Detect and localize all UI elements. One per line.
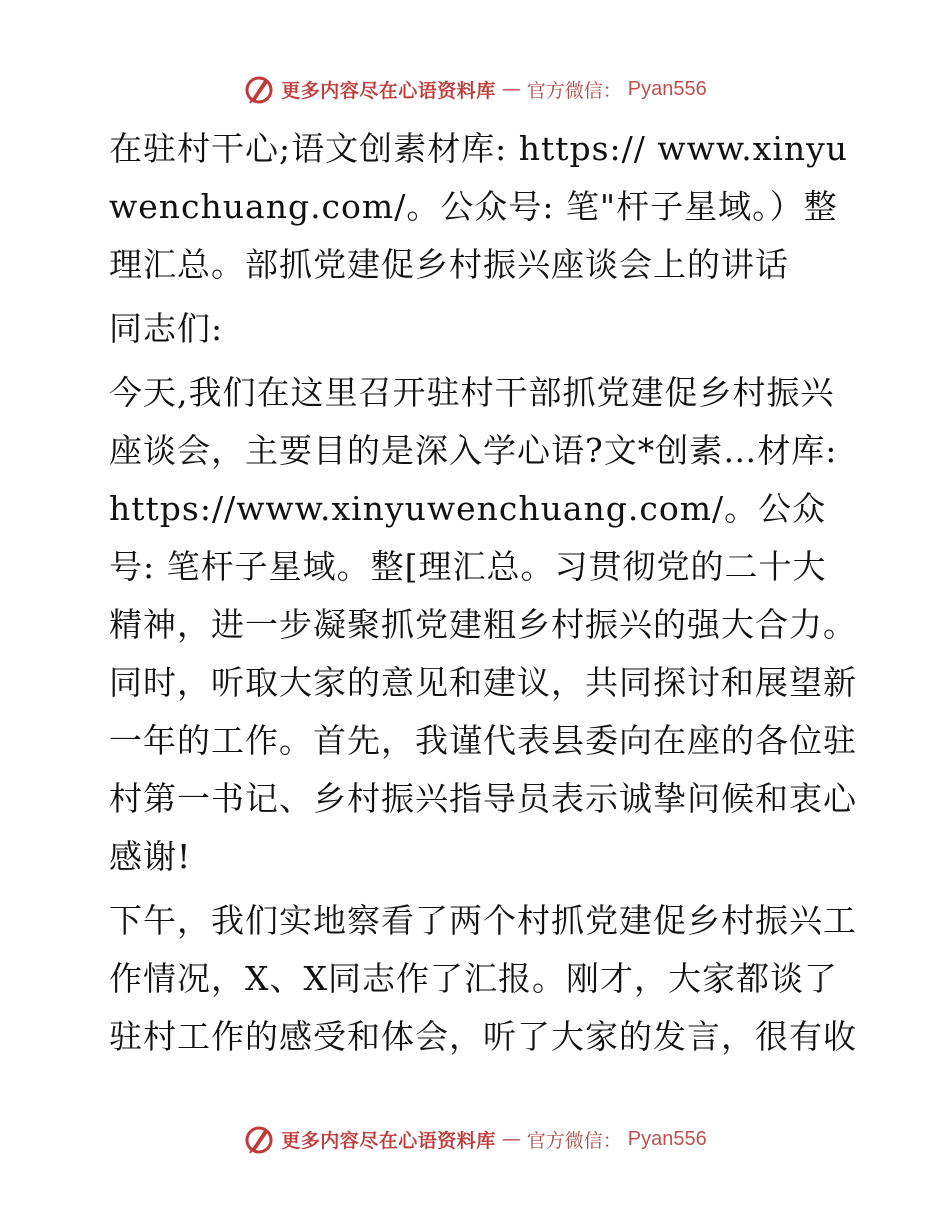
banner-wechat-label: 官方微信： xyxy=(526,1129,622,1152)
banner-separator: — xyxy=(501,78,521,100)
document-body xyxy=(97,120,857,1110)
banner-slogan: 更多内容尽在心语资料库 xyxy=(281,1129,496,1152)
header-banner xyxy=(0,72,950,106)
salutation-paragraph: 同志们: xyxy=(109,309,224,348)
quill-pen-circle-icon xyxy=(243,73,275,105)
banner-wechat-id: Pyan556 xyxy=(627,77,707,100)
document-title-paragraph: 在驻村干心;语文创素材库: https:// www.xinyuwenchuang.com/。公众号: 笔"杆子星域。）整理汇总。部抓党建促乡村振兴座谈会上的讲话 xyxy=(109,129,849,284)
quill-pen-circle-icon xyxy=(243,1123,275,1155)
banner-slogan: 更多内容尽在心语资料库 xyxy=(281,79,496,102)
body-paragraph: 今天,我们在这里召开驻村干部抓党建促乡村振兴座谈会，主要目的是深入学心语?文*创素…材库: https://www.xinyuwenchuang.com/。公众号: 笔杆子星域。整[理汇总。习贯彻党的二十大精神，进一步凝聚抓党建粗乡村振兴的强大合力。同时，听取大家的意见和建议，共同探讨和展望新一年的工作。首先，我谨代表县委向在座的各位驻村第一书记、乡村振兴指导员表示诚挚问候和衷心感谢! xyxy=(109,373,857,876)
banner-wechat-id: Pyan556 xyxy=(627,1127,707,1150)
banner-wechat-label: 官方微信： xyxy=(526,79,622,102)
banner-separator: — xyxy=(501,1128,521,1150)
body-paragraph: 下午，我们实地察看了两个村抓党建促乡村振兴工作情况，X、X同志作了汇报。刚才，大家都谈了驻村工作的感受和体会，听了大家的发言，很有收 xyxy=(109,901,857,1056)
footer-banner xyxy=(0,1122,950,1156)
